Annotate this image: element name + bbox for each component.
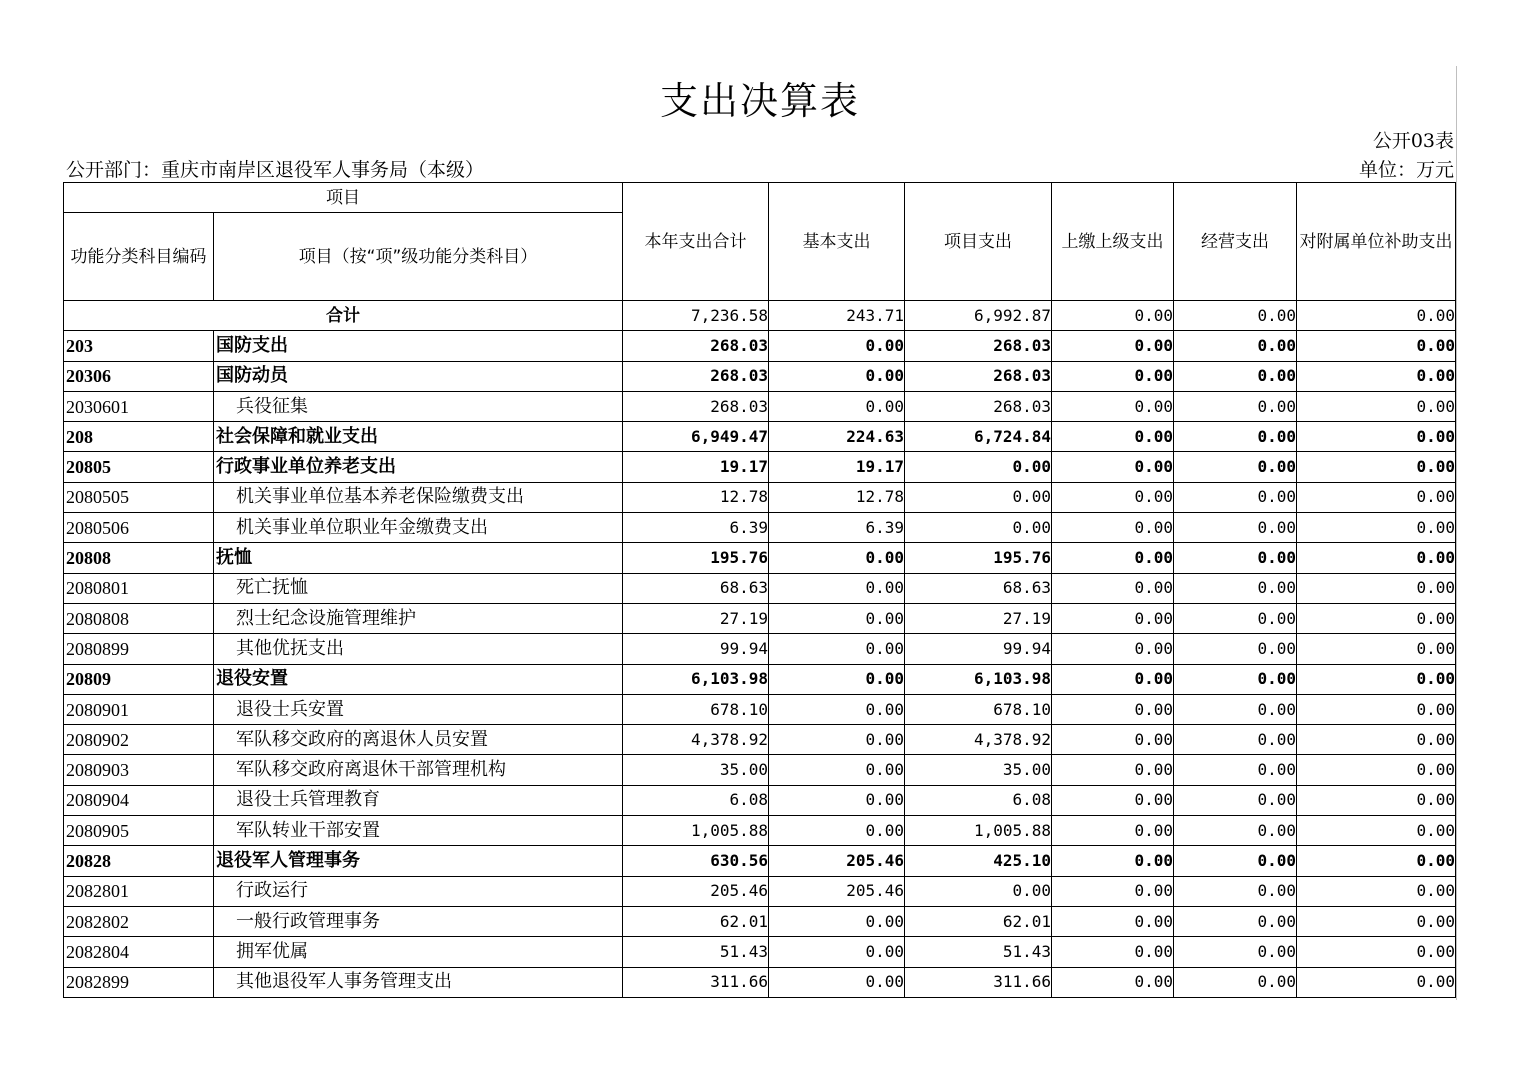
row-name: 退役士兵管理教育 <box>214 785 623 815</box>
row-code: 2082802 <box>64 906 214 936</box>
table-row <box>64 846 1456 876</box>
row-code: 2080808 <box>64 603 214 633</box>
row-name: 机关事业单位基本养老保险缴费支出 <box>214 482 623 512</box>
header-business: 经营支出 <box>1174 183 1297 301</box>
row-value: 68.63 <box>623 573 769 603</box>
row-value: 0.00 <box>905 513 1052 543</box>
page-edge-line <box>1456 66 1457 1000</box>
row-name: 兵役征集 <box>214 391 623 421</box>
row-value: 0.00 <box>1174 391 1297 421</box>
table-body <box>64 301 1456 998</box>
row-code: 2080902 <box>64 725 214 755</box>
row-value: 0.00 <box>1297 967 1456 997</box>
row-value: 0.00 <box>1052 513 1174 543</box>
expenditure-table <box>63 182 1456 998</box>
row-code: 20805 <box>64 452 214 482</box>
row-code: 20306 <box>64 361 214 391</box>
row-value: 425.10 <box>905 846 1052 876</box>
row-name: 死亡抚恤 <box>214 573 623 603</box>
row-value: 0.00 <box>769 331 905 361</box>
row-value: 1,005.88 <box>905 816 1052 846</box>
row-value: 0.00 <box>1174 694 1297 724</box>
row-value: 678.10 <box>905 694 1052 724</box>
header-item: 项目（按“项”级功能分类科目） <box>214 213 623 301</box>
row-name: 国防动员 <box>214 361 623 391</box>
row-value: 0.00 <box>1052 785 1174 815</box>
header-project: 项目 <box>64 183 623 213</box>
row-value: 6,949.47 <box>623 422 769 452</box>
row-value: 6.39 <box>623 513 769 543</box>
row-value: 0.00 <box>1174 331 1297 361</box>
row-value: 35.00 <box>905 755 1052 785</box>
row-value: 19.17 <box>769 452 905 482</box>
table-row <box>64 664 1456 694</box>
row-value: 0.00 <box>1297 906 1456 936</box>
row-value: 0.00 <box>1052 391 1174 421</box>
row-value: 0.00 <box>1052 634 1174 664</box>
row-value: 0.00 <box>905 452 1052 482</box>
table-row <box>64 543 1456 573</box>
table-row <box>64 816 1456 846</box>
form-number: 公开03表 <box>1372 130 1454 152</box>
row-value: 6.39 <box>769 513 905 543</box>
row-value: 195.76 <box>623 543 769 573</box>
row-value: 0.00 <box>1052 906 1174 936</box>
row-name: 其他退役军人事务管理支出 <box>214 967 623 997</box>
row-value: 0.00 <box>1052 331 1174 361</box>
row-value: 0.00 <box>1174 634 1297 664</box>
row-value: 0.00 <box>1052 876 1174 906</box>
row-code: 2080899 <box>64 634 214 664</box>
row-value: 6,724.84 <box>905 422 1052 452</box>
row-value: 4,378.92 <box>905 725 1052 755</box>
table-row <box>64 573 1456 603</box>
row-value: 0.00 <box>1174 816 1297 846</box>
row-code: 2080505 <box>64 482 214 512</box>
row-value: 0.00 <box>1052 694 1174 724</box>
row-value: 0.00 <box>1174 452 1297 482</box>
row-value: 1,005.88 <box>623 816 769 846</box>
row-value: 195.76 <box>905 543 1052 573</box>
row-name: 社会保障和就业支出 <box>214 422 623 452</box>
row-value: 0.00 <box>1297 603 1456 633</box>
row-value: 0.00 <box>1174 785 1297 815</box>
row-value: 0.00 <box>905 876 1052 906</box>
table-row <box>64 937 1456 967</box>
table-row <box>64 422 1456 452</box>
row-value: 6,103.98 <box>905 664 1052 694</box>
row-value: 0.00 <box>1174 846 1297 876</box>
table-row <box>64 331 1456 361</box>
department-label: 公开部门：重庆市南岸区退役军人事务局（本级） <box>66 159 485 181</box>
row-value: 0.00 <box>1052 482 1174 512</box>
total-label: 合计 <box>64 301 623 331</box>
row-value: 0.00 <box>1297 846 1456 876</box>
row-value: 268.03 <box>623 361 769 391</box>
row-value: 0.00 <box>1052 573 1174 603</box>
row-value: 0.00 <box>1052 937 1174 967</box>
table-row <box>64 725 1456 755</box>
row-value: 6.08 <box>623 785 769 815</box>
total-cell: 0.00 <box>1174 301 1297 331</box>
row-value: 268.03 <box>623 331 769 361</box>
row-value: 0.00 <box>1174 937 1297 967</box>
row-name: 行政运行 <box>214 876 623 906</box>
row-value: 0.00 <box>1052 361 1174 391</box>
row-value: 0.00 <box>1297 755 1456 785</box>
row-value: 268.03 <box>905 331 1052 361</box>
row-code: 208 <box>64 422 214 452</box>
table-row <box>64 361 1456 391</box>
row-value: 0.00 <box>1297 664 1456 694</box>
row-value: 27.19 <box>905 603 1052 633</box>
row-value: 0.00 <box>1174 876 1297 906</box>
header-subsidy: 对附属单位补助支出 <box>1297 183 1456 301</box>
row-value: 6.08 <box>905 785 1052 815</box>
row-value: 0.00 <box>1174 482 1297 512</box>
row-code: 203 <box>64 331 214 361</box>
row-code: 2080905 <box>64 816 214 846</box>
row-value: 268.03 <box>623 391 769 421</box>
row-value: 0.00 <box>1297 634 1456 664</box>
row-value: 0.00 <box>769 816 905 846</box>
row-value: 0.00 <box>1052 422 1174 452</box>
table-row <box>64 967 1456 997</box>
header-project-expenditure: 项目支出 <box>905 183 1052 301</box>
row-value: 62.01 <box>905 906 1052 936</box>
row-code: 2080904 <box>64 785 214 815</box>
table-row <box>64 785 1456 815</box>
row-code: 2030601 <box>64 391 214 421</box>
row-value: 68.63 <box>905 573 1052 603</box>
row-code: 2080903 <box>64 755 214 785</box>
table-row <box>64 876 1456 906</box>
total-row <box>64 301 1456 331</box>
header-code: 功能分类科目编码 <box>64 213 214 301</box>
row-value: 0.00 <box>769 937 905 967</box>
row-value: 0.00 <box>1297 937 1456 967</box>
row-name: 抚恤 <box>214 543 623 573</box>
header-total: 本年支出合计 <box>623 183 769 301</box>
table-row <box>64 694 1456 724</box>
row-value: 0.00 <box>1297 816 1456 846</box>
row-value: 0.00 <box>769 906 905 936</box>
row-value: 0.00 <box>1174 603 1297 633</box>
unit-label: 单位：万元 <box>1358 159 1454 181</box>
row-name: 退役安置 <box>214 664 623 694</box>
row-value: 51.43 <box>623 937 769 967</box>
table-row <box>64 603 1456 633</box>
row-value: 35.00 <box>623 755 769 785</box>
row-name: 烈士纪念设施管理维护 <box>214 603 623 633</box>
row-value: 0.00 <box>769 967 905 997</box>
row-value: 205.46 <box>769 876 905 906</box>
row-value: 268.03 <box>905 391 1052 421</box>
row-value: 51.43 <box>905 937 1052 967</box>
row-value: 0.00 <box>1297 482 1456 512</box>
row-value: 0.00 <box>905 482 1052 512</box>
row-value: 62.01 <box>623 906 769 936</box>
total-cell: 6,992.87 <box>905 301 1052 331</box>
row-value: 0.00 <box>1174 906 1297 936</box>
row-value: 0.00 <box>769 664 905 694</box>
row-value: 0.00 <box>769 755 905 785</box>
row-value: 205.46 <box>623 876 769 906</box>
row-value: 0.00 <box>769 694 905 724</box>
row-value: 0.00 <box>1174 725 1297 755</box>
row-code: 2080801 <box>64 573 214 603</box>
row-value: 0.00 <box>1297 725 1456 755</box>
row-name: 机关事业单位职业年金缴费支出 <box>214 513 623 543</box>
row-value: 0.00 <box>769 543 905 573</box>
row-value: 0.00 <box>769 573 905 603</box>
row-value: 0.00 <box>1297 785 1456 815</box>
row-code: 2080506 <box>64 513 214 543</box>
row-code: 20808 <box>64 543 214 573</box>
row-value: 99.94 <box>905 634 1052 664</box>
row-value: 678.10 <box>623 694 769 724</box>
row-value: 0.00 <box>769 361 905 391</box>
row-value: 0.00 <box>769 785 905 815</box>
row-value: 0.00 <box>1052 603 1174 633</box>
row-value: 12.78 <box>769 482 905 512</box>
row-name: 其他优抚支出 <box>214 634 623 664</box>
page-title: 支出决算表 <box>659 79 860 123</box>
row-value: 19.17 <box>623 452 769 482</box>
row-value: 0.00 <box>1052 452 1174 482</box>
row-value: 0.00 <box>1174 543 1297 573</box>
row-value: 0.00 <box>1297 331 1456 361</box>
row-value: 0.00 <box>1174 664 1297 694</box>
row-value: 0.00 <box>1297 452 1456 482</box>
row-value: 0.00 <box>1052 664 1174 694</box>
row-value: 27.19 <box>623 603 769 633</box>
row-value: 0.00 <box>1174 967 1297 997</box>
header-basic: 基本支出 <box>769 183 905 301</box>
row-name: 退役军人管理事务 <box>214 846 623 876</box>
row-value: 0.00 <box>1052 543 1174 573</box>
row-name: 军队转业干部安置 <box>214 816 623 846</box>
row-value: 0.00 <box>769 634 905 664</box>
total-cell: 0.00 <box>1052 301 1174 331</box>
table-row <box>64 906 1456 936</box>
row-name: 行政事业单位养老支出 <box>214 452 623 482</box>
table-row <box>64 482 1456 512</box>
row-name: 拥军优属 <box>214 937 623 967</box>
row-name: 国防支出 <box>214 331 623 361</box>
total-cell: 243.71 <box>769 301 905 331</box>
row-value: 311.66 <box>905 967 1052 997</box>
row-value: 0.00 <box>1297 513 1456 543</box>
row-value: 0.00 <box>1174 422 1297 452</box>
row-value: 6,103.98 <box>623 664 769 694</box>
row-value: 0.00 <box>1174 513 1297 543</box>
row-value: 630.56 <box>623 846 769 876</box>
row-value: 0.00 <box>769 603 905 633</box>
row-value: 0.00 <box>1297 876 1456 906</box>
row-value: 0.00 <box>769 725 905 755</box>
row-value: 205.46 <box>769 846 905 876</box>
row-code: 2082899 <box>64 967 214 997</box>
row-value: 12.78 <box>623 482 769 512</box>
row-value: 0.00 <box>1297 573 1456 603</box>
table-row <box>64 452 1456 482</box>
row-value: 0.00 <box>1052 755 1174 785</box>
table-row <box>64 634 1456 664</box>
row-value: 0.00 <box>1174 361 1297 391</box>
row-value: 0.00 <box>1297 543 1456 573</box>
row-code: 2082801 <box>64 876 214 906</box>
row-name: 军队移交政府离退休干部管理机构 <box>214 755 623 785</box>
row-value: 0.00 <box>1297 361 1456 391</box>
row-value: 0.00 <box>1052 967 1174 997</box>
table-row <box>64 755 1456 785</box>
row-value: 0.00 <box>1174 755 1297 785</box>
row-value: 0.00 <box>1297 422 1456 452</box>
row-code: 2082804 <box>64 937 214 967</box>
table-row <box>64 513 1456 543</box>
row-value: 0.00 <box>1052 816 1174 846</box>
row-value: 0.00 <box>1052 846 1174 876</box>
row-code: 20809 <box>64 664 214 694</box>
row-value: 0.00 <box>769 391 905 421</box>
row-value: 0.00 <box>1297 391 1456 421</box>
total-cell: 0.00 <box>1297 301 1456 331</box>
row-value: 0.00 <box>1052 725 1174 755</box>
header-upper: 上缴上级支出 <box>1052 183 1174 301</box>
row-value: 224.63 <box>769 422 905 452</box>
row-name: 退役士兵安置 <box>214 694 623 724</box>
row-value: 99.94 <box>623 634 769 664</box>
row-value: 0.00 <box>1174 573 1297 603</box>
row-value: 0.00 <box>1297 694 1456 724</box>
row-value: 311.66 <box>623 967 769 997</box>
row-name: 军队移交政府的离退休人员安置 <box>214 725 623 755</box>
row-value: 4,378.92 <box>623 725 769 755</box>
row-value: 268.03 <box>905 361 1052 391</box>
table-row <box>64 391 1456 421</box>
row-name: 一般行政管理事务 <box>214 906 623 936</box>
row-code: 2080901 <box>64 694 214 724</box>
row-code: 20828 <box>64 846 214 876</box>
total-cell: 7,236.58 <box>623 301 769 331</box>
